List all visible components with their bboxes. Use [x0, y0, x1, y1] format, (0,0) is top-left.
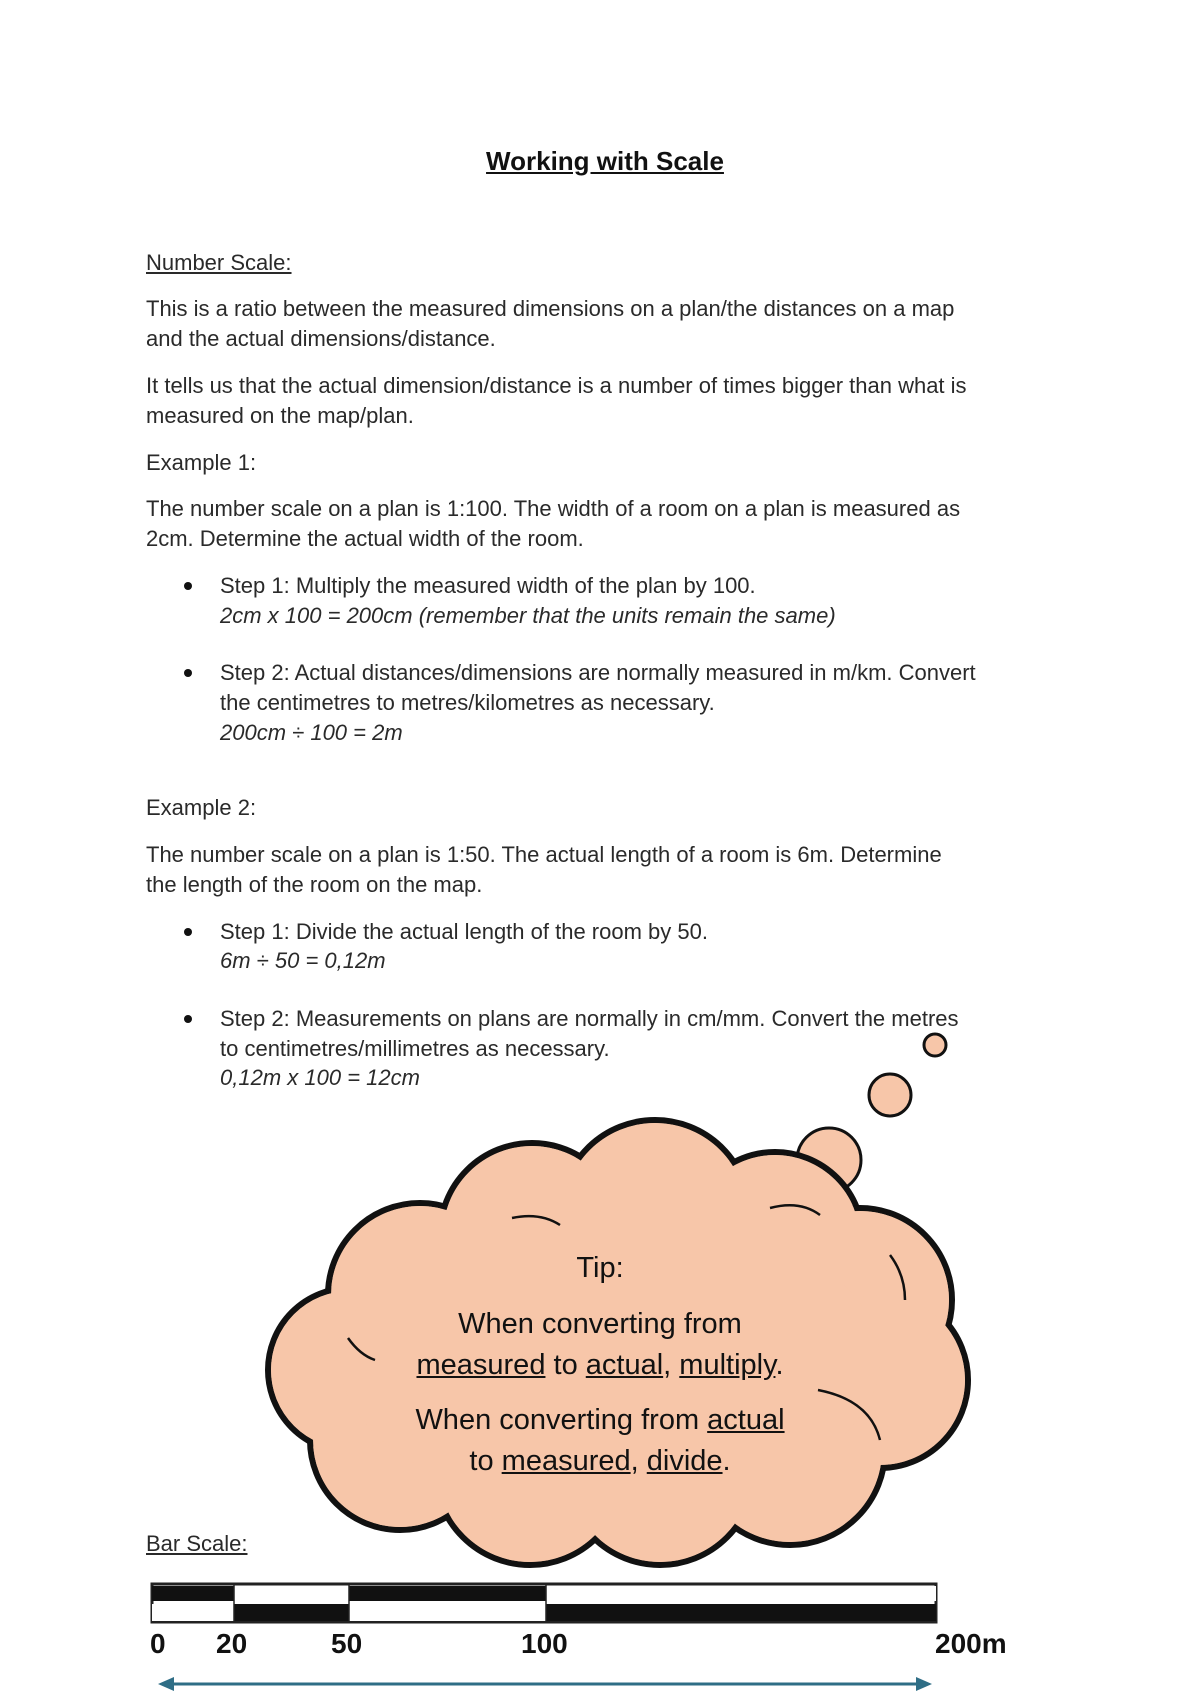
tip-measured-2: measured — [501, 1445, 631, 1477]
bar-segment — [234, 1586, 349, 1601]
example1-heading: Example 1: — [146, 450, 257, 475]
tip-actual: actual — [585, 1349, 664, 1381]
bar-segment — [234, 1604, 349, 1621]
bar-tick-20: 20 — [216, 1628, 248, 1659]
example2-heading: Example 2: — [146, 795, 257, 820]
bar-segment — [152, 1604, 234, 1621]
bar-segment — [349, 1586, 546, 1601]
tip-text: . — [775, 1349, 784, 1381]
tip-line1: When converting from — [458, 1308, 742, 1340]
number-scale-para2-line2: measured on the map/plan. — [146, 403, 414, 428]
example2-step1-calc: 6m ÷ 50 = 0,12m — [220, 948, 386, 973]
bar-tick-100: 100 — [521, 1628, 568, 1659]
example1-step2-line2: the centimetres to metres/kilometres as necessary. — [220, 690, 715, 715]
number-scale-para1-line2: and the actual dimensions/distance. — [146, 326, 496, 351]
example2-line1: The number scale on a plan is 1:50. The actual length of a room is 6m. Determine — [146, 842, 942, 867]
tip-text: to — [545, 1349, 586, 1381]
tip-heading: Tip: — [576, 1252, 624, 1284]
bar-segment — [349, 1604, 546, 1621]
example1-step1-calc: 2cm x 100 = 200cm (remember that the units remain the same) — [220, 603, 836, 628]
example1-line1: The number scale on a plan is 1:100. The width of a room on a plan is measured as — [146, 496, 961, 521]
tip-text: , — [630, 1445, 647, 1477]
example1-step2-calc: 200cm ÷ 100 = 2m — [220, 720, 403, 745]
example2-step2-line2: to centimetres/millimetres as necessary. — [220, 1036, 610, 1061]
tip-actual-2: actual — [707, 1404, 785, 1436]
example1-step1-text: Step 1: Multiply the measured width of the plan by 100. — [220, 573, 756, 598]
example2-step1-text: Step 1: Divide the actual length of the room by 50. — [220, 919, 708, 944]
tip-multiply: multiply — [679, 1349, 776, 1381]
measure-arrow — [158, 1677, 932, 1691]
page-title: Working with Scale — [486, 146, 724, 176]
bar-tick-0: 0 — [150, 1628, 166, 1659]
tip-measured: measured — [416, 1349, 546, 1381]
number-scale-para1-line1: This is a ratio between the measured dimensions on a plan/the distances on a map — [146, 296, 955, 321]
example2-step2-line1: Step 2: Measurements on plans are normally in cm/mm. Convert the metres — [220, 1006, 959, 1031]
tip-text: to — [469, 1445, 502, 1477]
bar-tick-200m: 200m — [935, 1628, 1007, 1659]
bar-segment — [546, 1586, 936, 1601]
tip-text: , — [663, 1349, 680, 1381]
bar-segment — [546, 1604, 936, 1621]
example1-step2-line1: Step 2: Actual distances/dimensions are normally measured in m/km. Convert — [220, 660, 976, 685]
tip-text: When converting from — [415, 1404, 708, 1436]
example2-line2: the length of the room on the map. — [146, 872, 483, 897]
example1-line2: 2cm. Determine the actual width of the room. — [146, 526, 584, 551]
number-scale-para2-line1: It tells us that the actual dimension/distance is a number of times bigger than what is — [146, 373, 967, 398]
number-scale-heading: Number Scale: — [146, 250, 292, 275]
tip-text: . — [722, 1445, 731, 1477]
example2-step2-calc: 0,12m x 100 = 12cm — [220, 1065, 420, 1090]
bar-tick-50: 50 — [331, 1628, 363, 1659]
tip-divide: divide — [646, 1445, 723, 1477]
bar-scale-heading: Bar Scale: — [146, 1531, 248, 1556]
bar-segment — [152, 1586, 234, 1601]
